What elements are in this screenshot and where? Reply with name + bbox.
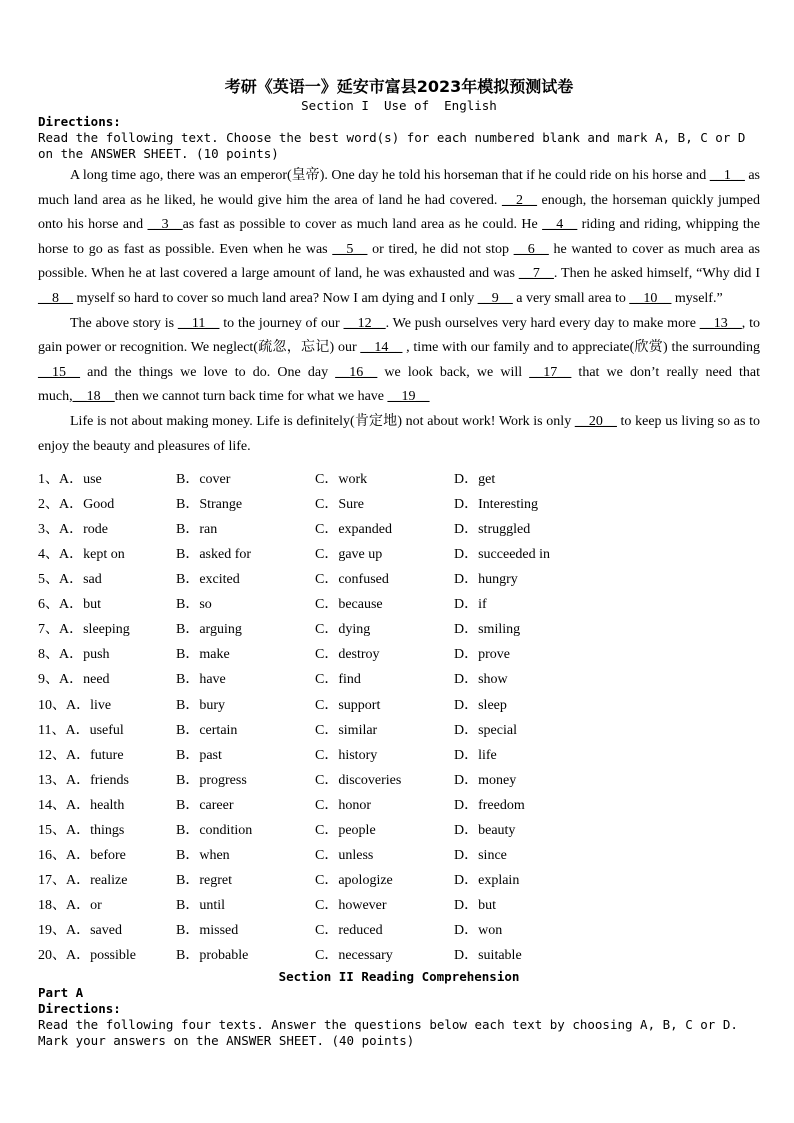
- option-a: 2、A．Good: [38, 496, 115, 512]
- option-d: D．suitable: [454, 948, 522, 964]
- option-c: C．however: [315, 898, 387, 914]
- option-a: 10、A．live: [38, 697, 112, 713]
- option-c: C．reduced: [315, 923, 383, 939]
- option-row: [38, 591, 760, 616]
- option-d: D．beauty: [454, 822, 516, 838]
- option-row: [38, 465, 760, 490]
- option-row: [38, 766, 760, 791]
- option-d: D．explain: [454, 873, 520, 889]
- option-a: 15、A．things: [38, 822, 125, 838]
- option-c: C．dying: [315, 622, 371, 638]
- blank-9: __9__: [477, 290, 513, 306]
- option-row: [38, 641, 760, 666]
- option-row: [38, 842, 760, 867]
- option-a: 9、A．need: [38, 672, 110, 688]
- section-heading: Section I Use of English: [301, 98, 497, 113]
- option-d: D．money: [454, 772, 517, 788]
- section-2-heading: Section II Reading Comprehension: [278, 969, 520, 984]
- option-a: 7、A．sleeping: [38, 622, 130, 638]
- option-a: 8、A．push: [38, 647, 110, 663]
- option-a: 18、A．or: [38, 898, 102, 914]
- option-row: [38, 867, 760, 892]
- option-c: C．find: [315, 672, 361, 688]
- passage-paragraph-1: A long time ago, there was an emperor(皇帝). One day he told his horseman that if he could ride on his horse and __1__ as much land area as he liked, he would give him the area of land he had covered. __2__ enough, the horseman quickly jumped onto his horse and __3__as fast as possible to cover as much land area as he could. He __4__ riding and riding, whipping the horse to go as fast as possible. Even when he was __5__ or tired, he did not stop __6__ he wanted to cover as much area as possible. When he at last covered a large amount of land, he was exhausted and was __7__. Then he asked himself, “Why did I __8__ myself so hard to cover so much land area? Now I am dying and I only __9__ a very small area to __10__ myself.”: [38, 168, 761, 306]
- option-d: D．since: [454, 848, 507, 864]
- option-a: 17、A．realize: [38, 873, 128, 889]
- option-c: C．honor: [315, 797, 371, 813]
- option-b: B．cover: [176, 471, 231, 487]
- blank-2: __2__: [501, 192, 537, 208]
- option-c: C．discoveries: [315, 772, 402, 788]
- option-b: B．bury: [176, 697, 225, 713]
- blank-19: __19__: [387, 389, 430, 405]
- option-c: C．unless: [315, 848, 374, 864]
- option-d: D．struggled: [454, 521, 531, 537]
- option-d: D．get: [454, 471, 496, 487]
- passage-paragraph-3: Life is not about making money. Life is definitely(肯定地) not about work! Work is only __20__ to keep us living so as to enjoy the beauty and pleasures of life.: [38, 413, 761, 454]
- option-b: B．probable: [176, 948, 249, 964]
- blank-15: __15__: [38, 364, 80, 380]
- option-d: D．prove: [454, 647, 510, 663]
- option-row: [38, 716, 760, 741]
- page-title: 考研《英语一》延安市富县2023年模拟预测试卷: [224, 77, 574, 96]
- option-b: B．condition: [176, 822, 253, 838]
- blank-3: __3__: [147, 217, 183, 233]
- option-c: C．similar: [315, 722, 378, 738]
- option-a: 13、A．friends: [38, 772, 129, 788]
- option-a: 14、A．health: [38, 797, 125, 813]
- option-row: [38, 666, 760, 691]
- directions-label-2: Directions:: [38, 1001, 121, 1016]
- option-b: B．missed: [176, 923, 239, 939]
- option-a: 12、A．future: [38, 747, 124, 763]
- options-list: [38, 465, 760, 967]
- option-d: D．smiling: [454, 622, 521, 638]
- option-a: 20、A．possible: [38, 948, 136, 964]
- blank-18: __18__: [72, 389, 115, 405]
- option-c: C．necessary: [315, 948, 393, 964]
- option-row: [38, 791, 760, 816]
- option-d: D．won: [454, 923, 503, 939]
- option-row: [38, 892, 760, 917]
- option-d: D．sleep: [454, 697, 507, 713]
- option-row: [38, 741, 760, 766]
- option-b: B．Strange: [176, 496, 243, 512]
- option-b: B．excited: [176, 572, 240, 588]
- blank-6: __6__: [513, 241, 549, 257]
- blank-20: __20__: [574, 413, 617, 429]
- option-row: [38, 490, 760, 515]
- option-a: 19、A．saved: [38, 923, 122, 939]
- option-c: C．confused: [315, 572, 389, 588]
- blank-1: __1__: [709, 168, 745, 183]
- option-d: D．but: [454, 898, 496, 914]
- option-row: [38, 917, 760, 942]
- option-a: 16、A．before: [38, 848, 126, 864]
- option-b: B．so: [176, 597, 212, 613]
- blank-14: __14__: [360, 340, 403, 356]
- option-c: C．gave up: [315, 546, 383, 562]
- blank-5: __5__: [332, 241, 368, 257]
- option-b: B．until: [176, 898, 226, 914]
- blank-12: __12__: [343, 315, 386, 331]
- option-b: B．have: [176, 672, 226, 688]
- option-b: B．make: [176, 647, 230, 663]
- option-d: D．show: [454, 672, 508, 688]
- option-b: B．regret: [176, 873, 232, 889]
- option-c: C．apologize: [315, 873, 393, 889]
- blank-16: __16__: [335, 364, 378, 380]
- option-b: B．certain: [176, 722, 238, 738]
- option-b: B．when: [176, 848, 230, 864]
- option-c: C．work: [315, 471, 368, 487]
- blank-11: __11__: [177, 315, 220, 331]
- option-d: D．hungry: [454, 572, 518, 588]
- blank-4: __4__: [542, 217, 578, 233]
- option-d: D．special: [454, 722, 517, 738]
- option-c: C．people: [315, 822, 376, 838]
- option-b: B．progress: [176, 772, 247, 788]
- option-c: C．expanded: [315, 521, 392, 537]
- blank-10: __10__: [629, 290, 672, 306]
- option-b: B．ran: [176, 521, 218, 537]
- option-row: [38, 566, 760, 591]
- option-row: [38, 691, 760, 716]
- option-d: D．succeeded in: [454, 546, 551, 562]
- option-b: B．career: [176, 797, 234, 813]
- blank-8: __8__: [38, 290, 73, 306]
- option-c: C．history: [315, 747, 378, 763]
- option-d: D．if: [454, 597, 487, 613]
- option-c: C．Sure: [315, 496, 364, 512]
- option-b: B．arguing: [176, 622, 242, 638]
- option-c: C．because: [315, 597, 383, 613]
- option-a: 4、A．kept on: [38, 546, 125, 562]
- option-row: [38, 540, 760, 565]
- option-a: 6、A．but: [38, 597, 101, 613]
- option-row: [38, 942, 760, 967]
- option-a: 11、A．useful: [38, 722, 124, 738]
- option-row: [38, 616, 760, 641]
- passage-paragraph-2: The above story is __11__ to the journey of our __12__. We push ourselves very hard every day to make more __13__, to gain power or recognition. We neglect(疏忽，忘记) our __14__ , time with our family and to appreciate(欣赏) the surrounding __15__ and the things we love to do. One day __16__ we look back, we will __17__ that we don’t really need that much,__18__then we cannot turn back time for what we have __19__: [38, 315, 761, 405]
- directions-label: Directions:: [38, 114, 121, 129]
- option-c: C．destroy: [315, 647, 380, 663]
- part-label: Part A: [38, 985, 84, 1000]
- option-b: B．past: [176, 747, 222, 763]
- option-row: [38, 515, 760, 540]
- exam-page: [38, 76, 760, 1049]
- option-a: 1、A．use: [38, 471, 102, 487]
- option-c: C．support: [315, 697, 381, 713]
- option-d: D．life: [454, 747, 497, 763]
- option-d: D．Interesting: [454, 496, 538, 512]
- option-b: B．asked for: [176, 546, 252, 562]
- directions-text-2: Read the following four texts. Answer the questions below each text by choosing A, B, C or D. Mark your answers on the ANSWER SHEET. (40 points): [38, 1017, 738, 1048]
- directions-text: Read the following text. Choose the best word(s) for each numbered blank and mark A, B, C or D on the ANSWER SHEET. (10 points): [38, 130, 746, 161]
- option-d: D．freedom: [454, 797, 525, 813]
- blank-17: __17__: [529, 364, 572, 380]
- blank-7: __7__: [518, 266, 554, 282]
- option-a: 5、A．sad: [38, 572, 102, 588]
- option-a: 3、A．rode: [38, 521, 108, 537]
- blank-13: __13__: [699, 315, 742, 331]
- option-row: [38, 816, 760, 841]
